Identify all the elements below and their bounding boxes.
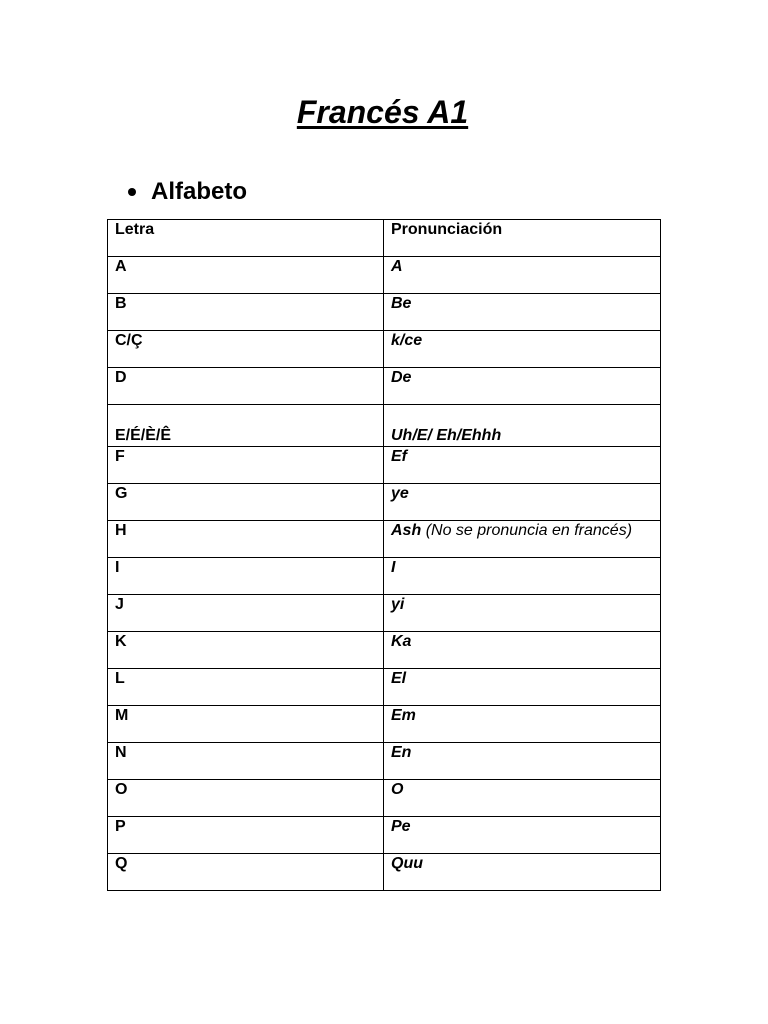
letter-cell: A: [108, 257, 384, 294]
section-heading-label: Alfabeto: [151, 178, 247, 205]
bullet-icon: [128, 188, 136, 196]
letter-cell: Q: [108, 854, 384, 891]
table-row: [108, 521, 661, 558]
letter-cell: I: [108, 558, 384, 595]
letter-cell: K: [108, 632, 384, 669]
pronunciation-cell: De: [384, 368, 661, 405]
table-row: [108, 595, 661, 632]
column-header-letter: Letra: [108, 220, 384, 257]
pronunciation-cell: Pe: [384, 817, 661, 854]
pronunciation-note: (No se pronuncia en francés): [425, 522, 633, 539]
table-row: [108, 257, 661, 294]
letter-cell: F: [108, 447, 384, 484]
pronunciation-text: Uh/E/ Eh/Ehhh: [391, 427, 502, 444]
table-row: [108, 484, 661, 521]
alphabet-table: [107, 219, 661, 891]
table-row: [108, 447, 661, 484]
letter-cell: P: [108, 817, 384, 854]
pronunciation-text: Ash: [391, 522, 422, 539]
pronunciation-cell: k/ce: [384, 331, 661, 368]
column-header-pronunciation: Pronunciación: [384, 220, 661, 257]
table-row: [108, 405, 661, 447]
pronunciation-cell: Em: [384, 706, 661, 743]
table-header-row: [108, 220, 661, 257]
table-row: [108, 331, 661, 368]
letter-cell: H: [108, 521, 384, 558]
table-row: [108, 558, 661, 595]
letter-cell: B: [108, 294, 384, 331]
section-heading: [128, 176, 247, 208]
pronunciation-cell: O: [384, 780, 661, 817]
table-row: [108, 854, 661, 891]
table-row: [108, 368, 661, 405]
table-row: [108, 780, 661, 817]
table-row: [108, 294, 661, 331]
pronunciation-cell: Be: [384, 294, 661, 331]
pronunciation-cell: Ef: [384, 447, 661, 484]
pronunciation-cell: [384, 405, 661, 447]
letter-cell: M: [108, 706, 384, 743]
table-row: [108, 669, 661, 706]
table-row: [108, 817, 661, 854]
letter-cell: D: [108, 368, 384, 405]
letter-cell: O: [108, 780, 384, 817]
table-row: [108, 743, 661, 780]
pronunciation-cell: A: [384, 257, 661, 294]
letter-cell: C/Ç: [108, 331, 384, 368]
letter-cell: G: [108, 484, 384, 521]
table-row: [108, 632, 661, 669]
letter-cell: N: [108, 743, 384, 780]
pronunciation-cell: Ka: [384, 632, 661, 669]
pronunciation-cell: El: [384, 669, 661, 706]
pronunciation-cell: En: [384, 743, 661, 780]
pronunciation-cell: I: [384, 558, 661, 595]
letter-cell: L: [108, 669, 384, 706]
table-row: [108, 706, 661, 743]
pronunciation-cell: ye: [384, 484, 661, 521]
pronunciation-cell: yi: [384, 595, 661, 632]
page-title: Francés A1: [296, 94, 469, 130]
letter-cell: J: [108, 595, 384, 632]
pronunciation-cell: Quu: [384, 854, 661, 891]
letter-text: E/É/È/Ê: [115, 427, 172, 444]
pronunciation-cell: [384, 521, 661, 558]
letter-cell: [108, 405, 384, 447]
